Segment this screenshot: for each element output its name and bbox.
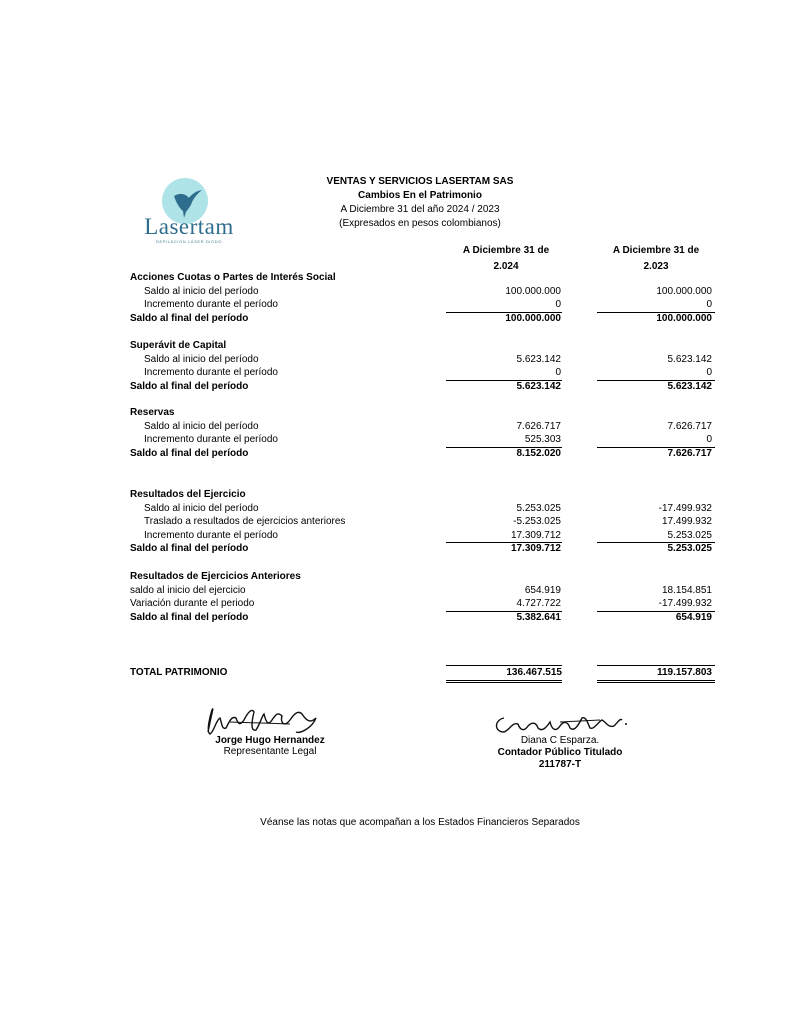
- total-2023: 7.626.717: [667, 447, 712, 459]
- section-title-text: Acciones Cuotas o Partes de Interés Social: [130, 272, 336, 283]
- value-2024: 525.303: [524, 434, 561, 445]
- section-resultados-anteriores: [130, 570, 715, 624]
- value-2024: 5.253.025: [516, 502, 561, 514]
- value-2024: 100.000.000: [505, 285, 561, 297]
- value-2023: 5.253.025: [667, 529, 712, 541]
- total-label: Saldo al final del período: [130, 447, 249, 459]
- value-2024: 654.919: [524, 584, 561, 596]
- signature-left: [170, 735, 370, 757]
- grand-total-row: [130, 665, 715, 681]
- section-title-text: Resultados del Ejercicio: [130, 489, 246, 500]
- report-title: Cambios En el Patrimonio: [358, 190, 482, 201]
- value-2024: -5.253.025: [513, 516, 561, 527]
- signature-right: [460, 735, 660, 770]
- total-2024: 5.382.641: [516, 611, 561, 623]
- value-2023: 0: [706, 367, 712, 378]
- company-name: VENTAS Y SERVICIOS LASERTAM SAS: [326, 176, 514, 187]
- total-2024: 17.309.712: [510, 543, 561, 554]
- table-row: [130, 420, 715, 434]
- table-row: [130, 515, 715, 529]
- total-2023: 100.000.000: [656, 312, 712, 324]
- column-header-line1: A Diciembre 31 de: [462, 245, 550, 256]
- section-title: [130, 339, 715, 353]
- value-2024: 17.309.712: [510, 529, 561, 541]
- row-label: Incremento durante el período: [144, 367, 278, 378]
- grand-total-top-line: [597, 665, 715, 666]
- row-label: Variación durante el periodo: [130, 598, 255, 609]
- total-row: [130, 611, 715, 625]
- row-label: Incremento durante el período: [144, 299, 278, 310]
- value-2024: 4.727.722: [516, 598, 561, 609]
- table-row: [130, 584, 715, 598]
- total-2023: 5.253.025: [667, 543, 712, 554]
- grand-total-double-line: [446, 682, 562, 683]
- total-row: [130, 542, 715, 556]
- total-label: Saldo al final del período: [130, 543, 249, 554]
- grand-total-double-line: [597, 682, 715, 683]
- value-2024: 0: [555, 367, 561, 378]
- section-title: [130, 271, 715, 285]
- signer-role: Representante Legal: [223, 746, 317, 757]
- table-row: [130, 285, 715, 299]
- table-row: [130, 433, 715, 447]
- footnote: Véanse las notas que acompañan a los Estados Financieros Separados: [260, 817, 580, 828]
- grand-total-2023: 119.157.803: [656, 667, 712, 678]
- section-title-text: Superávit de Capital: [130, 340, 227, 351]
- total-2024: 8.152.020: [516, 447, 561, 459]
- total-2023: 654.919: [675, 611, 712, 623]
- value-2023: 0: [706, 299, 712, 310]
- signer-role: Contador Público Titulado: [497, 747, 623, 758]
- column-header-year: 2.023: [643, 261, 669, 272]
- total-row: [130, 380, 715, 394]
- value-2023: -17.499.932: [658, 598, 712, 609]
- signer-name: Jorge Hugo Hernandez: [215, 735, 325, 746]
- table-row: [130, 502, 715, 516]
- section-title: [130, 488, 715, 502]
- total-label: Saldo al final del período: [130, 312, 249, 324]
- table-row: [130, 353, 715, 367]
- section-acciones: [130, 271, 715, 325]
- value-2023: 7.626.717: [667, 420, 712, 432]
- grand-total-top-line: [446, 665, 562, 666]
- table-row: [130, 298, 715, 312]
- value-2023: 18.154.851: [661, 584, 712, 596]
- section-reservas: [130, 406, 715, 460]
- total-label: Saldo al final del período: [130, 611, 249, 623]
- total-2024: 5.623.142: [516, 380, 561, 392]
- section-title: [130, 406, 715, 420]
- signer-license: 211787-T: [538, 759, 582, 770]
- section-title: [130, 570, 715, 584]
- section-title-text: Reservas: [130, 407, 175, 418]
- row-label: Saldo al inicio del período: [144, 353, 259, 365]
- value-2023: -17.499.932: [658, 502, 712, 514]
- row-label: Saldo al inicio del período: [144, 502, 259, 514]
- grand-total-label: TOTAL PATRIMONIO: [130, 667, 228, 678]
- row-label: Saldo al inicio del período: [144, 420, 259, 432]
- total-2023: 5.623.142: [667, 380, 712, 392]
- value-2023: 5.623.142: [667, 353, 712, 365]
- section-resultados-ejercicio: [130, 488, 715, 556]
- signer-name: Diana C Esparza.: [520, 735, 600, 746]
- table-row: [130, 529, 715, 543]
- total-row: [130, 312, 715, 326]
- grand-total-2024: 136.467.515: [506, 667, 562, 678]
- section-superavit: [130, 339, 715, 393]
- value-2023: 17.499.932: [661, 516, 712, 527]
- value-2023: 0: [706, 434, 712, 445]
- row-label: Incremento durante el período: [144, 434, 278, 445]
- report-currency: (Expresados en pesos colombianos): [339, 218, 501, 229]
- row-label: Incremento durante el período: [144, 529, 278, 541]
- report-date: A Diciembre 31 del año 2024 / 2023: [340, 204, 500, 215]
- total-label: Saldo al final del período: [130, 380, 249, 392]
- row-label: Traslado a resultados de ejercicios anteriores: [144, 516, 346, 527]
- logo-tagline: DEPILACIÓN LÁSER DIODO: [156, 239, 222, 244]
- row-label: saldo al inicio del ejercicio: [130, 584, 246, 596]
- table-row: [130, 597, 715, 611]
- section-title-text: Resultados de Ejercicios Anteriores: [130, 571, 301, 582]
- column-header-year: 2.024: [493, 261, 519, 272]
- value-2023: 100.000.000: [656, 285, 712, 297]
- logo-wordmark: Lasertam: [144, 214, 234, 239]
- table-row: [130, 366, 715, 380]
- value-2024: 5.623.142: [516, 353, 561, 365]
- total-2024: 100.000.000: [505, 312, 561, 324]
- value-2024: 0: [555, 299, 561, 310]
- total-row: [130, 447, 715, 461]
- grand-total-double-line: [446, 680, 562, 681]
- grand-total-double-line: [597, 680, 715, 681]
- value-2024: 7.626.717: [516, 420, 561, 432]
- row-label: Saldo al inicio del período: [144, 285, 259, 297]
- column-header-line1: A Diciembre 31 de: [612, 245, 700, 256]
